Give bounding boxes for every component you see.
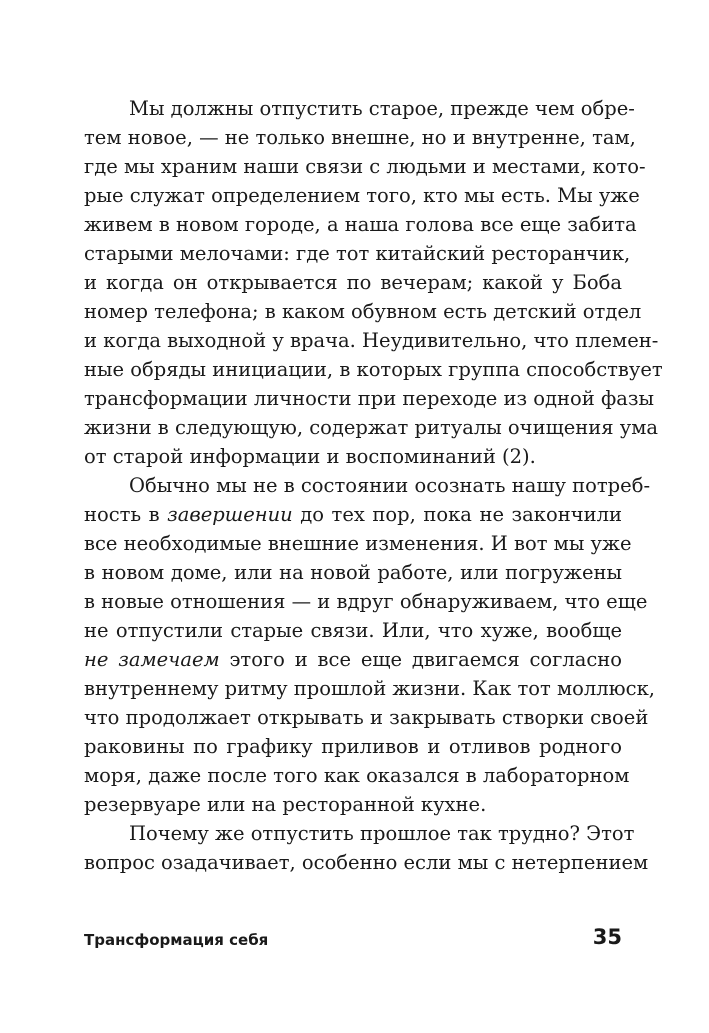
text-line: не замечаем этого и все еще двигаемся согласно [84,648,623,671]
text-line: живем в новом городе, а наша голова все еще забита [84,213,637,236]
text-line: резервуаре или на ресторанной кухне. [84,793,487,816]
text-line: тем новое, — не только внешне, но и внутренне, там, [84,126,636,149]
paragraph [84,471,655,819]
text-line: трансформации личности при переходе из одной фазы [84,387,655,410]
text-line: моря, даже после того как оказался в лабораторном [84,764,630,787]
text-line: от старой информации и воспоминаний (2). [84,445,536,468]
text-line: что продолжает открывать и закрывать створки своей [84,706,649,729]
text-line: жизни в следующую, содержат ритуалы очищения ума [84,416,658,439]
text-line: все необходимые внешние изменения. И вот мы уже [84,532,632,555]
text-line: в новые отношения — и вдруг обнаруживаем, что еще [84,590,648,613]
body-text [84,94,663,877]
text-line: и когда он открывается по вечерам; какой у Боба [84,271,622,294]
paragraph [84,94,663,471]
text-line: ность в завершении до тех пор, пока не закончили [84,503,622,526]
text-line: рые служат определением того, кто мы есть. Мы уже [84,184,640,207]
text-line: ные обряды инициации, в которых группа способствует [84,358,663,381]
page-footer [84,925,622,955]
text-line: в новом доме, или на новой работе, или погружены [84,561,622,584]
text-line: вопрос озадачивает, особенно если мы с нетерпением [84,851,649,874]
page-number: 35 [592,925,622,949]
text-line: Почему же отпустить прошлое так трудно? Этот [129,822,635,845]
text-line: номер телефона; в каком обувном есть детский отдел [84,300,642,323]
text-line: где мы храним наши связи с людьми и местами, кото- [84,155,646,178]
paragraph [84,819,649,877]
text-line: старыми мелочами: где тот китайский ресторанчик, [84,242,631,265]
text-line: и когда выходной у врача. Неудивительно, что племен- [84,329,659,352]
running-title: Трансформация себя [84,931,269,949]
text-line: Мы должны отпустить старое, прежде чем обре- [129,97,635,120]
text-line: внутреннему ритму прошлой жизни. Как тот моллюск, [84,677,655,700]
text-line: не отпустили старые связи. Или, что хуже, вообще [84,619,622,642]
text-line: раковины по графику приливов и отливов родного [84,735,622,758]
text-line: Обычно мы не в состоянии осознать нашу потреб- [129,474,651,497]
